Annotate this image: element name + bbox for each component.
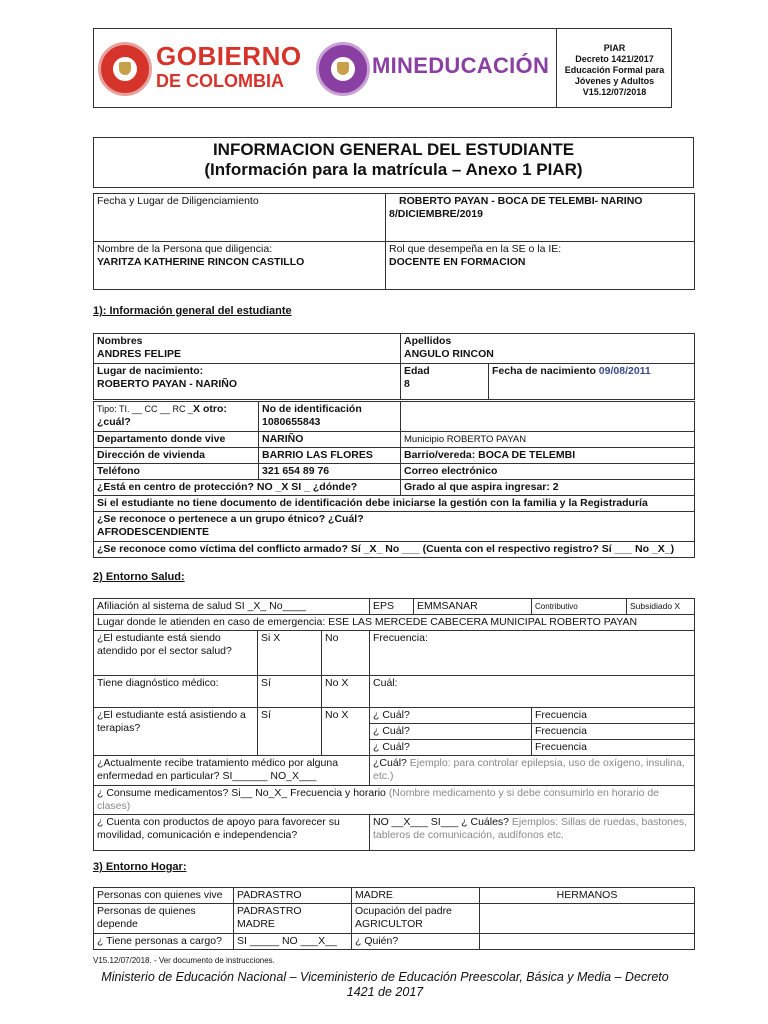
etnico-question: ¿Se reconoce o pertenece a un grupo étnico? ¿Cuál? <box>97 513 364 525</box>
footer-ministry: Ministerio de Educación Nacional – Viceministerio de Educación Preescolar, Básica y Media – Decreto 1421 de 2017 <box>101 970 669 999</box>
info-title: INFORMACION GENERAL DEL ESTUDIANTE <box>212 140 575 159</box>
nombres-value: ANDRES FELIPE <box>97 348 182 360</box>
sin-documento: Si el estudiante no tiene documento de identificación debe iniciarse la gestión con la familia y la Registraduría <box>94 496 695 512</box>
tratamiento-cual: ¿Cuál? <box>373 757 407 769</box>
fecha-label: Fecha y Lugar de Diligenciamiento <box>94 194 386 242</box>
home-table <box>93 887 695 950</box>
nombres-cell <box>94 334 401 364</box>
grado: Grado al que aspira ingresar: 2 <box>401 480 695 496</box>
mineducacion-title: MINEDUCACIÓN <box>372 53 550 78</box>
lugar-emergencia: Lugar donde le atienden en caso de emergencia: ESE LAS MERCEDE CABECERA MUNICIPAL ROBERTO PAYAN <box>94 615 695 631</box>
tipo-x: X otro: <box>193 403 227 415</box>
id-cell <box>259 402 401 432</box>
terapia-cual: ¿ Cuál? <box>370 740 532 756</box>
fecha-value <box>386 194 695 242</box>
fecha-nacimiento-cell <box>489 364 695 400</box>
fecha-nacimiento-label: Fecha de nacimiento <box>492 365 596 377</box>
depto-value: NARIÑO <box>259 432 401 448</box>
fecha-nacimiento-value: 09/08/2011 <box>598 365 651 377</box>
atendido-si: Si X <box>258 631 322 676</box>
fecha-value-1: ROBERTO PAYAN - BOCA DE TELEMBI- NARINO <box>399 195 643 207</box>
terapias-question: ¿El estudiante está asistiendo a terapias? <box>94 708 258 756</box>
id-value: 1080655843 <box>262 416 321 428</box>
atendido-no: No <box>322 631 370 676</box>
tipo-label: Tipo: TI. __ CC __ RC _ <box>97 404 194 414</box>
lugar-label: Lugar de nacimiento: <box>97 365 204 377</box>
info-subtitle: (Información para la matrícula – Anexo 1 PIAR) <box>204 160 583 179</box>
persona-cell <box>94 242 386 290</box>
apoyo-answer: NO __X___ SI___ ¿ Cuáles? <box>373 816 510 828</box>
diagnostico-no: No X <box>322 676 370 708</box>
vive-2: MADRE <box>352 888 480 904</box>
diagnostico-cual: Cuál: <box>370 676 695 708</box>
apoyo-ejemplo: Ejemplos: Sillas de ruedas, bastones, tableros de comunicación, audífonos etc. <box>373 816 688 841</box>
info-table <box>93 193 695 290</box>
rol-value: DOCENTE EN FORMACION <box>389 256 526 268</box>
footer-version: V15.12/07/2018. - Ver documento de instrucciones. <box>93 956 275 965</box>
rol-label: Rol que desempeña en la SE o la IE: <box>389 243 562 255</box>
tipo-cual: ¿cuál? <box>97 416 131 428</box>
cargo-answer: SI _____ NO ___X__ <box>234 934 352 950</box>
gov-subtitle: DE COLOMBIA <box>156 71 284 91</box>
telefono-value: 321 654 89 76 <box>259 464 401 480</box>
terapia-cual: ¿ Cuál? <box>370 724 532 740</box>
rol-cell <box>386 242 695 290</box>
tratamiento-question: ¿Actualmente recibe tratamiento médico por alguna enfermedad en particular? SI______ NO_X___ <box>94 756 370 786</box>
atendido-frecuencia: Frecuencia: <box>370 631 695 676</box>
piar-line: PIAR <box>603 43 626 53</box>
colombia-seal-icon <box>98 42 152 96</box>
piar-line: Decreto 1421/2017 <box>575 54 654 64</box>
victima: ¿Se reconoce como víctima del conflicto armado? Sí _X_ No ___ (Cuenta con el respectivo registro? Sí ___ No _X_) <box>94 542 695 558</box>
apoyo-cell <box>370 815 695 851</box>
apellidos-value: ANGULO RINCON <box>404 348 494 360</box>
edad-label: Edad <box>404 365 430 377</box>
terapia-cual: ¿ Cuál? <box>370 708 532 724</box>
depto-label: Departamento donde vive <box>94 432 259 448</box>
header-box <box>93 28 672 108</box>
persona-label: Nombre de la Persona que diligencia: <box>97 243 273 255</box>
ocupacion-cell <box>352 904 480 934</box>
section2-title: 2) Entorno Salud: <box>93 571 185 583</box>
direccion-value: BARRIO LAS FLORES <box>259 448 401 464</box>
eps-label: EPS <box>370 599 414 615</box>
apellidos-cell <box>401 334 695 364</box>
section1-title: 1): Información general del estudiante <box>93 305 292 317</box>
correo-label: Correo electrónico <box>401 464 695 480</box>
ocupacion-value: AGRICULTOR <box>355 918 423 930</box>
afiliacion: Afiliación al sistema de salud SI _X_ No____ <box>94 599 370 615</box>
cargo-quien: ¿ Quién? <box>352 934 480 950</box>
telefono-label: Teléfono <box>94 464 259 480</box>
medicamentos-ejemplo: (Nombre medicamento y si debe consumirlo en horario de clases) <box>97 787 660 812</box>
vive-3: HERMANOS <box>480 888 695 904</box>
diagnostico-question: Tiene diagnóstico médico: <box>94 676 258 708</box>
edad-cell <box>401 364 489 400</box>
direccion-label: Dirección de vivienda <box>94 448 259 464</box>
etnico-answer: AFRODESCENDIENTE <box>97 526 210 538</box>
terapia-frecuencia: Frecuencia <box>532 724 695 740</box>
student-table-mid <box>93 401 695 558</box>
terapias-no: No X <box>322 708 370 756</box>
info-box <box>93 137 694 188</box>
nombres-label: Nombres <box>97 335 143 347</box>
proteccion: ¿Está en centro de protección? NO _X SI _ ¿dónde? <box>94 480 401 496</box>
tipo-cell <box>94 402 259 432</box>
medicamentos-cell <box>94 786 695 815</box>
persona-value: YARITZA KATHERINE RINCON CASTILLO <box>97 256 305 268</box>
health-table <box>93 598 695 851</box>
student-table-top <box>93 333 695 400</box>
depende-cell <box>234 904 352 934</box>
section3-title: 3) Entorno Hogar: <box>93 861 187 873</box>
terapia-frecuencia: Frecuencia <box>532 740 695 756</box>
cargo-question: ¿ Tiene personas a cargo? <box>94 934 234 950</box>
id-label: No de identificación <box>262 403 362 415</box>
fecha-value-2: 8/DICIEMBRE/2019 <box>389 208 483 220</box>
diagnostico-si: Sí <box>258 676 322 708</box>
subsidiado: Subsidiado X <box>627 599 695 615</box>
depende-label: Personas de quienes depende <box>94 904 234 934</box>
ocupacion-label: Ocupación del padre <box>355 905 452 917</box>
empty-cell <box>480 934 695 950</box>
mineducacion-seal-icon <box>316 42 370 96</box>
empty-cell <box>480 904 695 934</box>
terapia-frecuencia: Frecuencia <box>532 708 695 724</box>
eps-value: EMMSANAR <box>414 599 532 615</box>
tratamiento-cell <box>370 756 695 786</box>
terapias-si: Sí <box>258 708 322 756</box>
depende-2: MADRE <box>237 918 275 930</box>
etnico-cell <box>94 512 695 542</box>
contributivo: Contributivo <box>532 599 627 615</box>
empty-cell <box>401 402 695 432</box>
medicamentos-question: ¿ Consume medicamentos? Si__ No_X_ Frecuencia y horario <box>97 787 386 799</box>
edad-value: 8 <box>404 378 410 390</box>
atendido-question: ¿El estudiante está siendo atendido por el sector salud? <box>94 631 258 676</box>
municipio: Municipio ROBERTO PAYAN <box>401 432 695 448</box>
vive-label: Personas con quienes vive <box>94 888 234 904</box>
apellidos-label: Apellidos <box>404 335 452 347</box>
tratamiento-ejemplo: Ejemplo: para controlar epilepsia, uso de oxígeno, insulina, etc.) <box>373 757 685 782</box>
piar-line: Jóvenes y Adultos <box>574 76 655 86</box>
depende-1: PADRASTRO <box>237 905 302 917</box>
piar-box <box>556 29 672 107</box>
lugar-cell <box>94 364 401 400</box>
barrio: Barrio/vereda: BOCA DE TELEMBI <box>401 448 695 464</box>
gov-title: GOBIERNO <box>156 41 302 71</box>
vive-1: PADRASTRO <box>234 888 352 904</box>
lugar-value: ROBERTO PAYAN - NARIÑO <box>97 378 238 390</box>
piar-line: V15.12/07/2018 <box>582 87 647 97</box>
apoyo-question: ¿ Cuenta con productos de apoyo para favorecer su movilidad, comunicación e independencia? <box>94 815 370 851</box>
piar-line: Educación Formal para <box>564 65 665 75</box>
